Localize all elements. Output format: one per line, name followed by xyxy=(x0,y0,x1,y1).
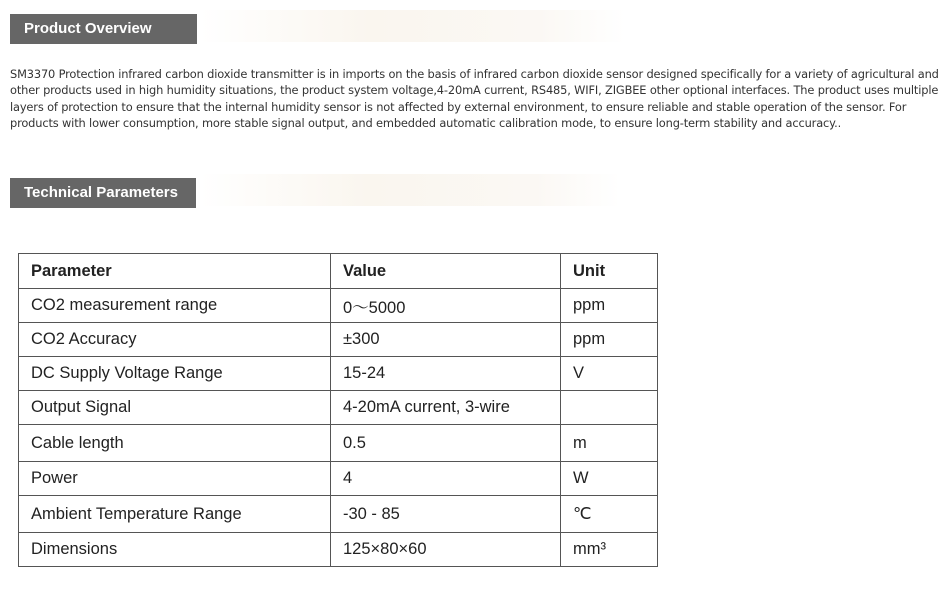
table-row xyxy=(19,357,658,391)
value-cell: 0.5 xyxy=(331,425,561,462)
column-header-unit: Unit xyxy=(561,254,658,289)
unit-cell: ppm xyxy=(561,323,658,357)
table-row xyxy=(19,425,658,462)
value-cell: 15-24 xyxy=(331,357,561,391)
table-header-row xyxy=(19,254,658,289)
parameter-cell: CO2 Accuracy xyxy=(19,323,331,357)
header-decoration xyxy=(200,10,625,42)
parameter-cell: Dimensions xyxy=(19,533,331,567)
column-header-value: Value xyxy=(331,254,561,289)
value-cell: 0～5000 xyxy=(331,289,561,323)
table-row xyxy=(19,533,658,567)
unit-cell: m xyxy=(561,425,658,462)
unit-cell: ℃ xyxy=(561,496,658,533)
section-header-product-overview: Product Overview xyxy=(10,14,197,44)
table-row xyxy=(19,289,658,323)
table-row xyxy=(19,391,658,425)
parameter-cell: Power xyxy=(19,462,331,496)
unit-cell: ppm xyxy=(561,289,658,323)
unit-cell: V xyxy=(561,357,658,391)
table-row xyxy=(19,462,658,496)
column-header-parameter: Parameter xyxy=(19,254,331,289)
unit-cell: W xyxy=(561,462,658,496)
value-cell: 4 xyxy=(331,462,561,496)
value-cell: 4-20mA current, 3-wire xyxy=(331,391,561,425)
value-cell: ±300 xyxy=(331,323,561,357)
parameter-cell: Ambient Temperature Range xyxy=(19,496,331,533)
parameter-cell: CO2 measurement range xyxy=(19,289,331,323)
technical-parameters-table xyxy=(18,253,658,567)
table-row xyxy=(19,496,658,533)
unit-cell xyxy=(561,391,658,425)
header-decoration xyxy=(200,174,620,206)
value-cell: 125×80×60 xyxy=(331,533,561,567)
table-row xyxy=(19,323,658,357)
parameter-cell: DC Supply Voltage Range xyxy=(19,357,331,391)
product-description: SM3370 Protection infrared carbon dioxide transmitter is in imports on the basis of infrared carbon dioxide sensor designed specifically for a variety of agricultural and other products used in high humidity situations, the product system voltage,4-20mA current, RS485, WIFI, ZIGBEE other optional interfaces. The product uses multiple layers of protection to ensure that the internal humidity sensor is not affected by external environment, to ensure reliable and stable operation of the sensor. For products with lower consumption, more stable signal output, and embedded automatic calibration mode, to ensure long-term stability and accuracy.. xyxy=(10,67,939,130)
parameter-cell: Cable length xyxy=(19,425,331,462)
parameter-cell: Output Signal xyxy=(19,391,331,425)
value-cell: -30 - 85 xyxy=(331,496,561,533)
unit-cell: mm³ xyxy=(561,533,658,567)
section-header-technical-parameters: Technical Parameters xyxy=(10,178,196,208)
